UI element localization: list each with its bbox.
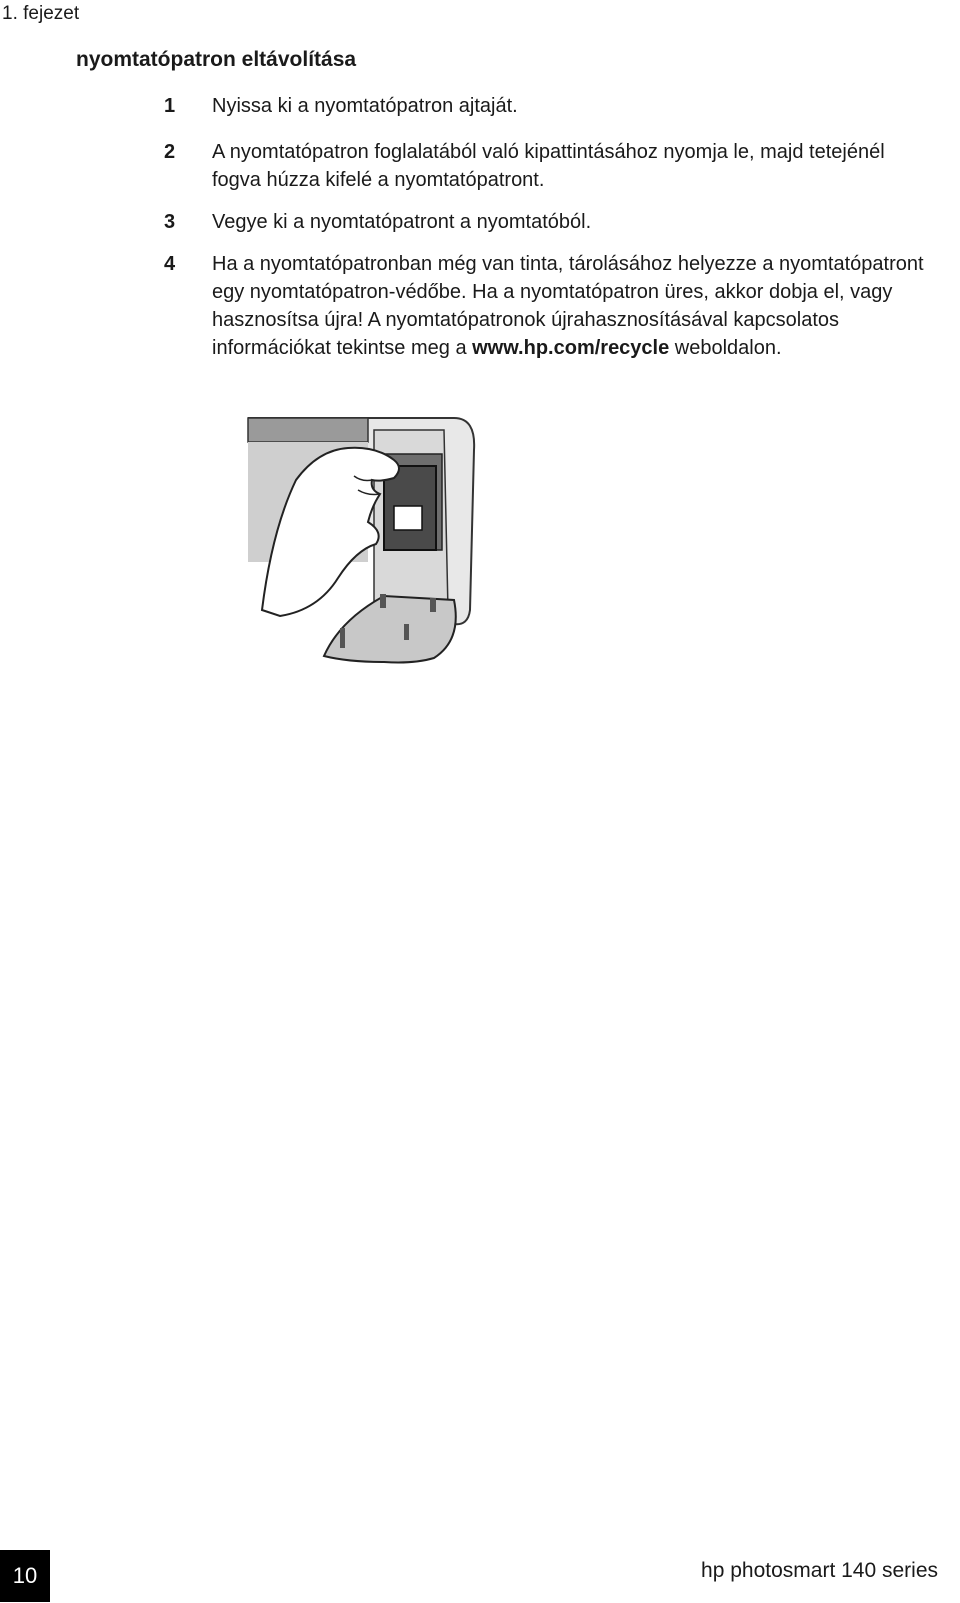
page-number-box [0, 1550, 50, 1602]
step-text [212, 250, 924, 362]
step-number: 3 [164, 211, 176, 233]
step-text-after: weboldalon. [669, 337, 782, 359]
step-text: Nyissa ki a nyomtatópatron ajtaját. [212, 95, 518, 117]
step-item [164, 208, 924, 236]
chapter-label: 1. fejezet [2, 3, 80, 24]
product-series: hp photosmart 140 series [701, 1559, 938, 1582]
step-item [164, 250, 924, 362]
step-number: 4 [164, 253, 176, 275]
step-text: A nyomtatópatron foglalatából való kipattintásához nyomja le, majd tetejénél fogva húzza kifelé a nyomtatópatront. [212, 141, 885, 191]
section-title: nyomtatópatron eltávolítása [76, 48, 357, 71]
step-text-main: Ha a nyomtatópatronban még van tinta, tárolásához helyezze a nyomtatópatront egy nyomtatópatron-védőbe. Ha a nyomtatópatron üres, akkor dobja el, vagy hasznosítsa újra! A nyomtatópatronok újrahasznosításával kapcsolatos információkat tekintse meg a [212, 253, 924, 359]
step-item [164, 92, 924, 120]
step-number: 2 [164, 141, 176, 163]
step-list [164, 92, 924, 362]
step-text: Vegye ki a nyomtatópatront a nyomtatóból. [212, 211, 592, 233]
recycle-url[interactable]: www.hp.com/recycle [472, 337, 670, 359]
page-number: 10 [12, 1563, 38, 1588]
cartridge-removal-illustration [244, 410, 484, 668]
step-number: 1 [164, 95, 176, 117]
step-item [164, 138, 924, 194]
